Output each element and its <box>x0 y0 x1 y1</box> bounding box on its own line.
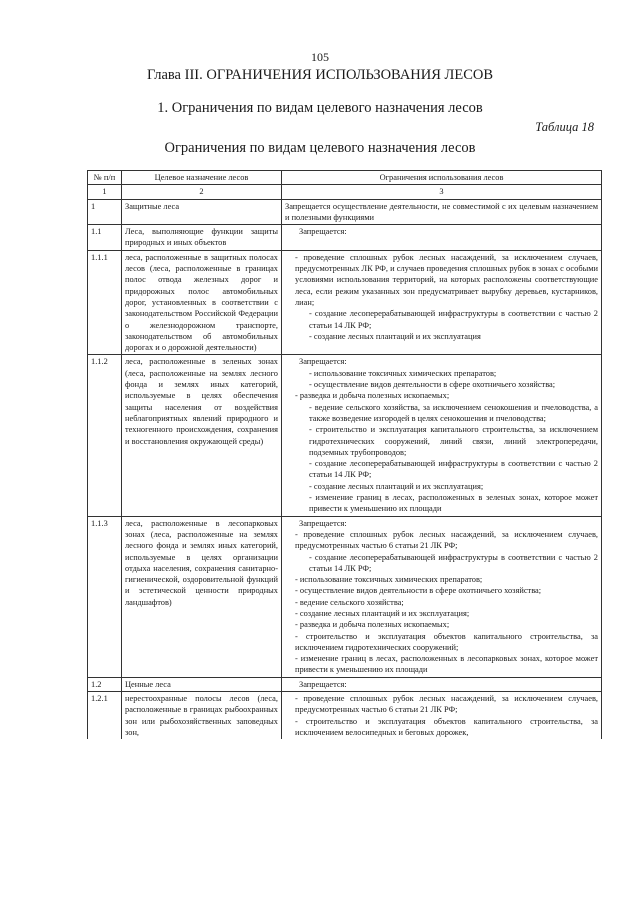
table-row <box>88 692 602 740</box>
column-index: 3 <box>282 185 602 199</box>
row-number: 1.1.3 <box>88 516 122 677</box>
restrictions-cell <box>282 692 602 740</box>
forest-purpose: Защитные леса <box>122 199 282 225</box>
forest-purpose: леса, расположенные в зеленых зонах (леса, расположенные на землях лесного фонда и землях иных категорий, используемые в целях обеспечения защиты населения от воздействия неблагоприятных явлений природного и техногенного происхождения, сохранения и восстановления окружающей среды) <box>122 355 282 516</box>
restriction-line: - осуществление видов деятельности в сфере охотничьего хозяйства; <box>295 586 542 596</box>
restriction-line: Запрещается: <box>299 679 347 689</box>
forest-purpose: Леса, выполняющие функции защиты природных и иных объектов <box>122 225 282 251</box>
column-index-row <box>88 185 602 199</box>
restrictions-cell <box>282 199 602 225</box>
page-number: 105 <box>311 50 329 64</box>
forest-purpose: нерестоохранные полосы лесов (леса, расположенные в границах рыбоохранных зон или рыбохозяйственных заповедных зон, <box>122 692 282 740</box>
restrictions-cell <box>282 225 602 251</box>
restriction-line: - создание лесных плантаций и их эксплуатация; <box>309 481 484 491</box>
restriction-line: - изменение границ в лесах, расположенных в лесопарковых зонах, которое может привести к уменьшению их площади <box>295 654 598 675</box>
table-label: Таблица 18 <box>535 120 594 134</box>
table-row <box>88 250 602 355</box>
header-purpose: Целевое назначение лесов <box>122 171 282 185</box>
table-header-row <box>88 171 602 185</box>
restriction-line: - проведение сплошных рубок лесных насаждений, за исключением случаев, предусмотренных частью 6 статьи 21 ЛК РФ; <box>295 529 598 551</box>
restriction-line: - ведение сельского хозяйства, за исключением сенокошения и пчеловодства, а также возведение изгородей в целях сенокошения и пчеловодства; <box>309 402 598 423</box>
restriction-line: - создание лесных плантаций и их эксплуатация <box>309 331 481 341</box>
row-number: 1.1.2 <box>88 355 122 516</box>
restriction-line: - разведка и добыча полезных ископаемых; <box>295 391 450 401</box>
table-row <box>88 199 602 225</box>
section-title: 1. Ограничения по видам целевого назначения лесов <box>157 100 483 116</box>
restriction-line: - создание лесных плантаций и их эксплуатация; <box>295 608 470 618</box>
column-index: 1 <box>88 185 122 199</box>
header-restrictions: Ограничения использования лесов <box>282 171 602 185</box>
chapter-title: Глава III. ОГРАНИЧЕНИЯ ИСПОЛЬЗОВАНИЯ ЛЕСОВ <box>146 67 494 83</box>
restriction-line: - строительство и эксплуатация объектов капитального строительства, за исключением велосипедных и беговых дорожек, <box>295 716 598 737</box>
restriction-line: - разведка и добыча полезных ископаемых; <box>295 620 450 630</box>
restrictions-cell <box>282 677 602 691</box>
restriction-line: Запрещается: <box>299 227 347 237</box>
forest-purpose: леса, расположенные в лесопарковых зонах (леса, расположенные на землях лесного фонда и землях иных категорий, используемые в целях организации отдыха населения, сохранения санитарно-гигиенической, оздоровительной функций и эстетической ценности природных ландшафтов) <box>122 516 282 677</box>
header-number: № п/п <box>88 171 122 185</box>
table-row <box>88 516 602 677</box>
row-number: 1 <box>88 199 122 225</box>
restriction-line: Запрещается: <box>299 518 347 528</box>
forest-purpose: леса, расположенные в защитных полосах лесов (леса, расположенные в границах полос отвода железных дорог и придорожных полос автомобильных дорог, установленных в соответствии с законодательством Российской Федерации о железнодорожном транспорте, законодательством об автомобильных дорогах и о дорожной деятельности) <box>122 250 282 355</box>
restrictions-table <box>87 170 602 739</box>
row-number: 1.2 <box>88 677 122 691</box>
restriction-line: - создание лесоперерабатывающей инфраструктуры в соответствии с частью 2 статьи 14 ЛК РФ; <box>309 459 598 480</box>
restriction-line: - осуществление видов деятельности в сфере охотничьего хозяйства; <box>309 380 556 390</box>
row-number: 1.1.1 <box>88 250 122 355</box>
restriction-line: - проведение сплошных рубок лесных насаждений, за исключением случаев, предусмотренных ЛК РФ, и случаев проведения сплошных рубок в зонах с особыми условиями использования территорий, на которых расположены соответствующие леса, если режим указанных зон предусматривает вырубку деревьев, кустарников, лиан; <box>295 252 598 307</box>
restriction-line: Запрещается осуществление деятельности, не совместимой с их целевым назначением и полезными функциями <box>285 201 598 222</box>
restriction-line: - использование токсичных химических препаратов; <box>309 368 497 378</box>
restriction-line: - строительство и эксплуатация капитального строительства, за исключением гидротехнических сооружений, линий связи, линий электропередачи, подземных трубопроводов; <box>309 425 598 457</box>
restriction-line: Запрещается: <box>299 357 347 367</box>
restriction-line: - изменение границ в лесах, расположенных в зеленых зонах, которое может привести к уменьшению их площади <box>309 493 598 514</box>
column-index: 2 <box>122 185 282 199</box>
table-row <box>88 677 602 691</box>
table-row <box>88 225 602 251</box>
row-number: 1.2.1 <box>88 692 122 740</box>
restriction-line: - использование токсичных химических препаратов; <box>295 575 483 585</box>
restrictions-cell <box>282 355 602 516</box>
restriction-line: - создание лесоперерабатывающей инфраструктуры в соответствии с частью 2 статьи 14 ЛК РФ; <box>309 552 598 573</box>
forest-purpose: Ценные леса <box>122 677 282 691</box>
restrictions-cell <box>282 516 602 677</box>
restrictions-cell <box>282 250 602 355</box>
restriction-line: - строительство и эксплуатация объектов капитального строительства, за исключением гидротехнических сооружений; <box>295 631 598 652</box>
table-row <box>88 355 602 516</box>
restriction-line: - создание лесоперерабатывающей инфраструктуры в соответствии с частью 2 статьи 14 ЛК РФ; <box>309 309 598 330</box>
table-caption: Ограничения по видам целевого назначения лесов <box>164 140 476 156</box>
restriction-line: - проведение сплошных рубок лесных насаждений, за исключением случаев, предусмотренных частью 6 статьи 21 ЛК РФ; <box>295 694 598 715</box>
row-number: 1.1 <box>88 225 122 251</box>
restriction-line: - ведение сельского хозяйства; <box>295 597 404 607</box>
